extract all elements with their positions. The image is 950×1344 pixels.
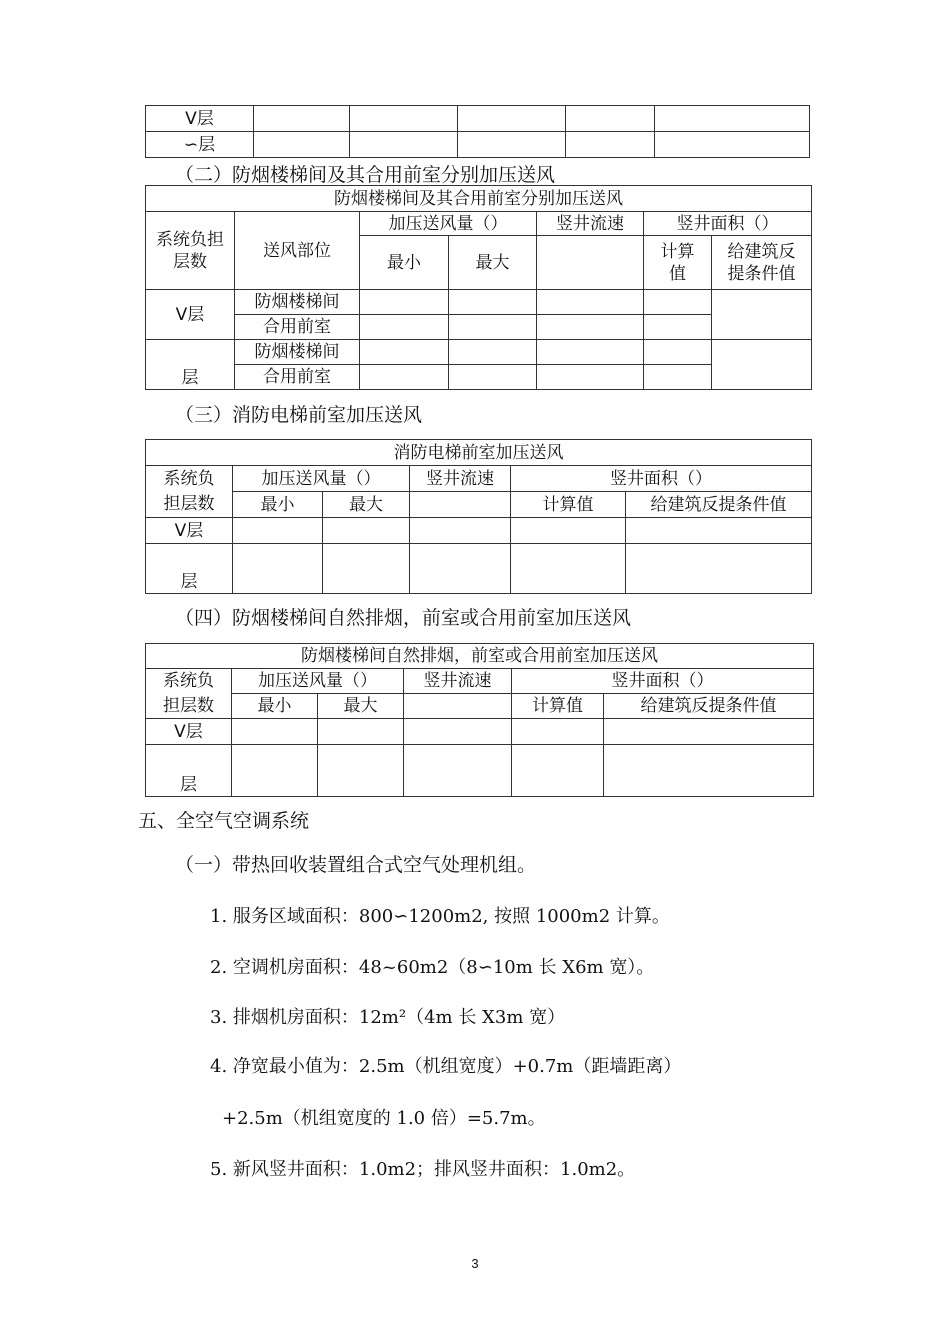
position-stair: 防烟楼梯间: [235, 290, 360, 315]
col-header-load-floors-2: 担层数: [146, 492, 233, 518]
col-header-given: 给建筑反提条件值: [626, 492, 812, 518]
continuation-table: [145, 105, 810, 158]
col-header-air-volume: 加压送风量（）: [233, 466, 410, 492]
col-header-max: 最大: [323, 492, 410, 518]
col-header-min: 最小: [360, 236, 449, 290]
natural-smoke-exhaust-table: [145, 643, 814, 797]
row-label-range: ∽层: [146, 132, 254, 158]
row-label-v: V层: [146, 719, 232, 745]
col-header-calc: 计算值: [511, 492, 626, 518]
col-header-min: 最小: [233, 492, 323, 518]
item-smoke-room-area: 3. 排烟机房面积：12m²（4m 长 X3m 宽）: [210, 1007, 566, 1028]
item-shaft-areas: 5. 新风竖井面积：1.0m2；排风竖井面积：1.0m2。: [210, 1159, 636, 1180]
row-label-v: V层: [146, 518, 233, 544]
col-header-shaft-speed: 竖井流速: [537, 212, 644, 236]
item-clear-width-cont: +2.5m（机组宽度的 1.0 倍）=5.7m。: [222, 1108, 546, 1129]
section3-heading: （三）消防电梯前室加压送风: [175, 404, 423, 426]
elevator-anteroom-pressurization-table: [145, 439, 812, 594]
col-header-load-floors-2: 担层数: [146, 694, 232, 719]
position-anteroom: 合用前室: [235, 365, 360, 390]
item-ac-room-area: 2. 空调机房面积：48~60m2（8∽10m 长 X6m 宽）。: [210, 957, 655, 978]
col-header-min: 最小: [232, 694, 318, 719]
position-anteroom: 合用前室: [235, 315, 360, 340]
col-header-max: 最大: [449, 236, 537, 290]
col-header-position: 送风部位: [235, 212, 360, 290]
section5-heading: 五、全空气空调系统: [138, 810, 310, 832]
table-title: 消防电梯前室加压送风: [146, 440, 812, 466]
col-header-load-floors: 系统负担层数: [146, 212, 235, 290]
row-label-layer: 层: [146, 340, 235, 390]
col-header-air-volume: 加压送风量（）: [232, 669, 404, 694]
col-header-shaft-area: 竖井面积（）: [512, 669, 814, 694]
table-title: 防烟楼梯间及其合用前室分别加压送风: [146, 186, 812, 212]
item-service-area: 1. 服务区域面积：800∽1200m2, 按照 1000m2 计算。: [210, 906, 670, 927]
position-stair: 防烟楼梯间: [235, 340, 360, 365]
col-header-shaft-area: 竖井面积（）: [511, 466, 812, 492]
section5-subheading: （一）带热回收装置组合式空气处理机组。: [175, 854, 537, 876]
row-label-layer: 层: [146, 544, 233, 594]
item-clear-width: 4. 净宽最小值为：2.5m（机组宽度）+0.7m（距墙距离）: [210, 1056, 682, 1077]
col-header-shaft-speed: 竖井流速: [410, 466, 511, 492]
col-header-load-floors-1: 系统负: [146, 466, 233, 492]
table-title: 防烟楼梯间自然排烟，前室或合用前室加压送风: [146, 644, 814, 669]
section2-heading: （二）防烟楼梯间及其合用前室分别加压送风: [175, 164, 556, 186]
section4-heading: （四）防烟楼梯间自然排烟，前室或合用前室加压送风: [175, 607, 632, 629]
stair-anteroom-pressurization-table: [145, 185, 812, 390]
row-label-v: V层: [146, 290, 235, 340]
col-header-shaft-speed: 竖井流速: [404, 669, 512, 694]
col-header-given: 给建筑反提条件值: [712, 236, 812, 290]
col-header-given: 给建筑反提条件值: [604, 694, 814, 719]
col-header-max: 最大: [318, 694, 404, 719]
col-header-load-floors-1: 系统负: [146, 669, 232, 694]
row-label-layer: 层: [146, 745, 232, 797]
col-header-shaft-area: 竖井面积（）: [644, 212, 812, 236]
row-label-v: V层: [146, 106, 254, 132]
col-header-calc: 计算值: [644, 236, 712, 290]
page-number: 3: [471, 1256, 479, 1271]
col-header-air-volume: 加压送风量（）: [360, 212, 537, 236]
col-header-calc: 计算值: [512, 694, 604, 719]
